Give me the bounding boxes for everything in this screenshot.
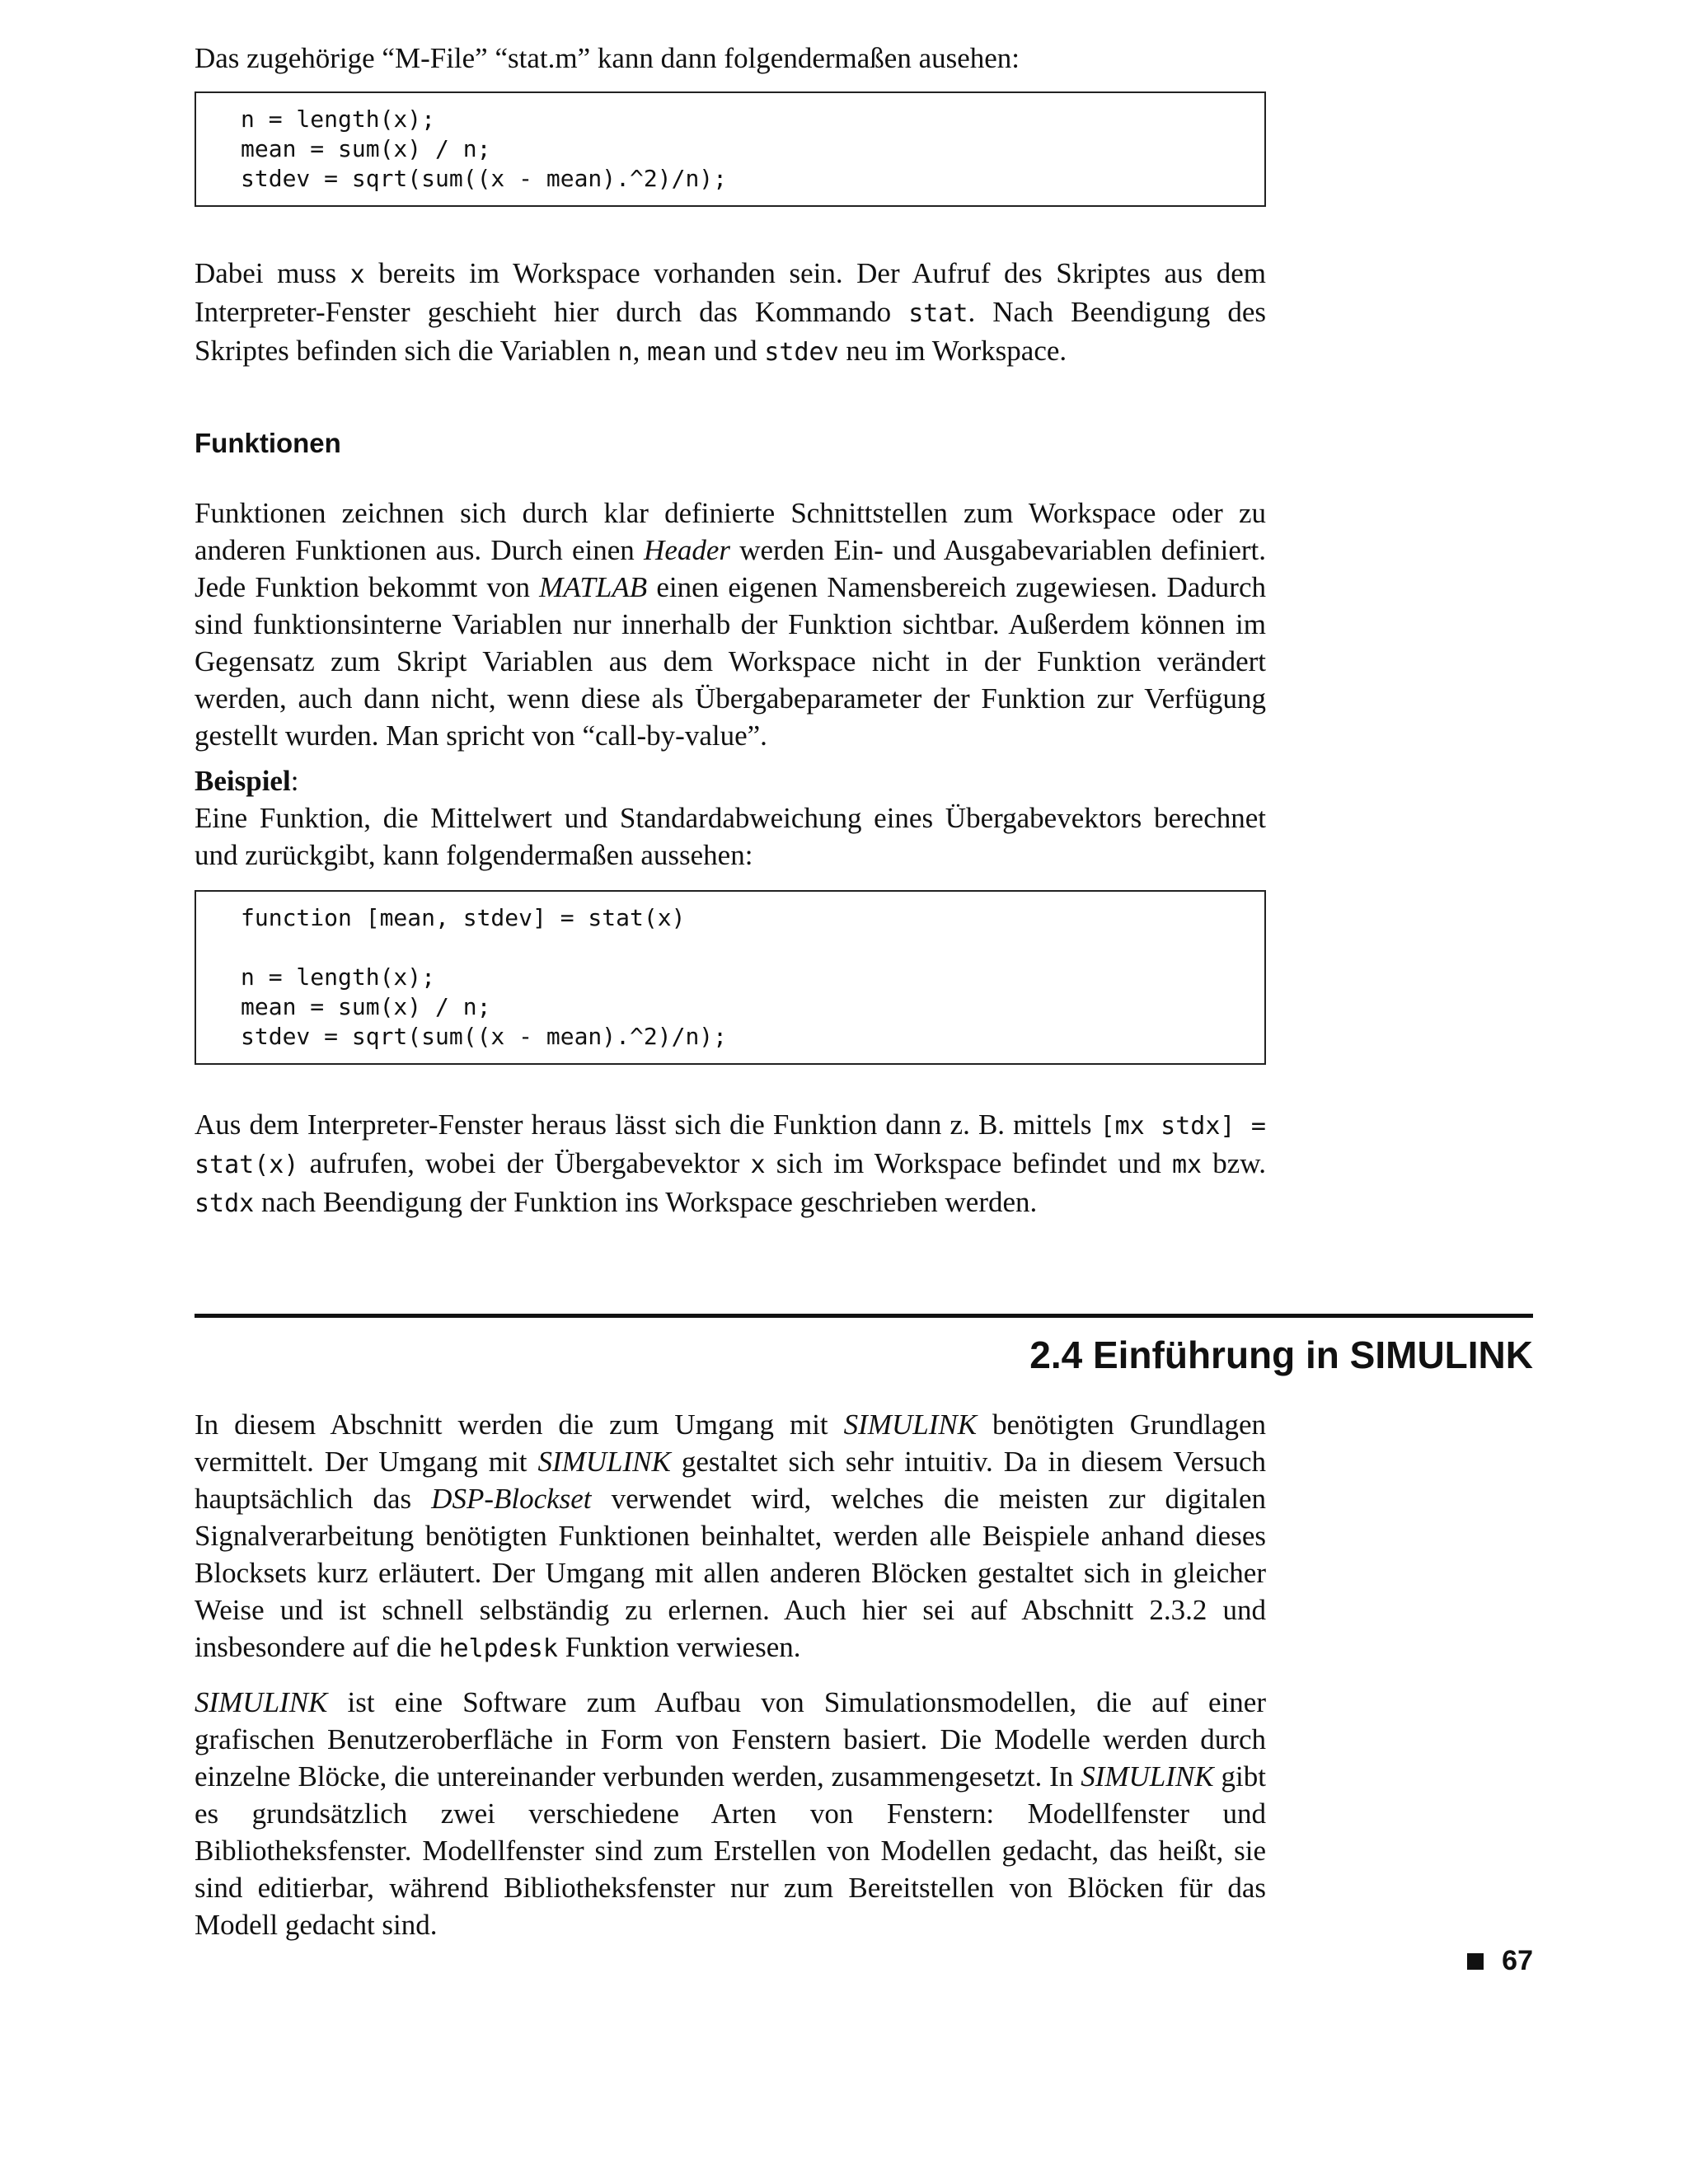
inline-code: stdev xyxy=(764,338,839,367)
footer-square-icon xyxy=(1467,1953,1484,1970)
inline-code: stdx xyxy=(195,1189,255,1218)
inline-code: mx xyxy=(1171,1151,1203,1179)
function-call-paragraph: Aus dem Interpreter-Fenster heraus lässt sich die Funktion dann z. B. mittels [mx stdx] = stat(x) aufrufen, wobei der Übergabevektor x sich im Workspace befindet und mx bzw. stdx nach Beendigung der Funktion ins Workspace geschrieben werden. xyxy=(195,1108,1266,1218)
code-line: function [mean, stdev] = stat(x) xyxy=(241,904,686,931)
intro-paragraph: Das zugehörige “M-File” “stat.m” kann dann folgendermaßen ausehen: xyxy=(195,42,1020,74)
script-explanation-paragraph: Dabei muss x bereits im Workspace vorhanden sein. Der Aufruf des Skriptes aus dem Interpreter-Fenster geschieht hier durch das Kommando stat. Nach Beendigung des Skriptes befinden sich die Variablen n, mean und stdev neu im Workspace. xyxy=(195,257,1266,367)
code-line xyxy=(241,933,1264,963)
main-column xyxy=(195,40,1266,1222)
simulink-description-paragraph: SIMULINK ist eine Software zum Aufbau von Simulationsmodellen, die auf einer grafischen Benutzeroberfläche in Form von Fenstern basiert. Die Modelle werden durch einzelne Blöcke, die untereinander verbunden werden, zusammengesetzt. In SIMULINK gibt es grundsätzlich zwei verschiedene Arten von Fenstern: Modellfenster und Bibliotheksfenster. Modellfenster sind zum Erstellen von Modellen gedacht, das heißt, sie sind editierbar, während Bibliotheksfenster nur zum Bereitstellen von Blöcken für das Modell gedacht sind. xyxy=(195,1686,1266,1941)
functions-paragraph: Funktionen zeichnen sich durch klar definierte Schnittstellen zum Workspace oder zu anderen Funktionen aus. Durch einen Header werden Ein- und Ausgabevariablen definiert. Jede Funktion bekommt von MATLAB einen eigenen Namensbereich zugewiesen. Dadurch sind funktionsinterne Variablen nur innerhalb der Funktion sichtbar. Außerdem können im Gegensatz zum Skript Variablen aus dem Workspace nicht in der Funktion verändert werden, auch dann nicht, wenn diese als Übergabeparameter der Funktion zur Verfügung gestellt wurden. Man spricht von “call-by-value”. xyxy=(195,497,1266,752)
section-rule xyxy=(195,1314,1533,1318)
code-line: mean = sum(x) / n; xyxy=(241,135,491,162)
page-number: 67 xyxy=(1502,1945,1533,1976)
inline-code: [mx stdx] = stat(x) xyxy=(195,1112,1266,1179)
code-line: stdev = sqrt(sum((x - mean).^2)/n); xyxy=(241,1023,728,1050)
inline-code: x xyxy=(750,1151,766,1179)
inline-code: x xyxy=(349,260,365,289)
simulink-intro-paragraph: In diesem Abschnitt werden die zum Umgang mit SIMULINK benötigten Grundlagen vermittelt. Der Umgang mit SIMULINK gestaltet sich sehr intuitiv. Da in diesem Versuch hauptsächlich das DSP-Blockset verwendet wird, welches die meisten zur digitalen Signalverarbeitung benötigten Funktionen beinhaltet, werden alle Beispiele anhand dieses Blocksets kurz erläutert. Der Umgang mit allen anderen Blöcken gestaltet sich in gleicher Weise und ist schnell selbständig zu erlernen. Auch hier sei auf Abschnitt 2.3.2 und insbesondere auf die helpdesk Funktion verwiesen. xyxy=(195,1408,1266,1663)
code-line: stdev = sqrt(sum((x - mean).^2)/n); xyxy=(241,165,728,192)
example-label: Beispiel xyxy=(195,765,291,797)
inline-code: n xyxy=(617,338,633,367)
code-block-script xyxy=(195,91,1266,207)
code-line: mean = sum(x) / n; xyxy=(241,993,491,1020)
code-line: n = length(x); xyxy=(241,963,436,991)
subsection-heading: Funktionen xyxy=(195,428,341,458)
section-column xyxy=(195,1406,1266,1943)
section-title: 2.4 Einführung in SIMULINK xyxy=(1029,1333,1533,1376)
inline-code: stat xyxy=(908,299,968,328)
code-line: n = length(x); xyxy=(241,105,436,133)
code-block-function xyxy=(195,890,1266,1065)
example-paragraph: Beispiel: Eine Funktion, die Mittelwert und Standardabweichung eines Übergabevektors berechnet und zurückgibt, kann folgendermaßen aussehen: xyxy=(195,765,1266,871)
inline-code: helpdesk xyxy=(438,1634,558,1663)
page-footer xyxy=(1467,1945,1533,1977)
inline-code: mean xyxy=(647,338,707,367)
